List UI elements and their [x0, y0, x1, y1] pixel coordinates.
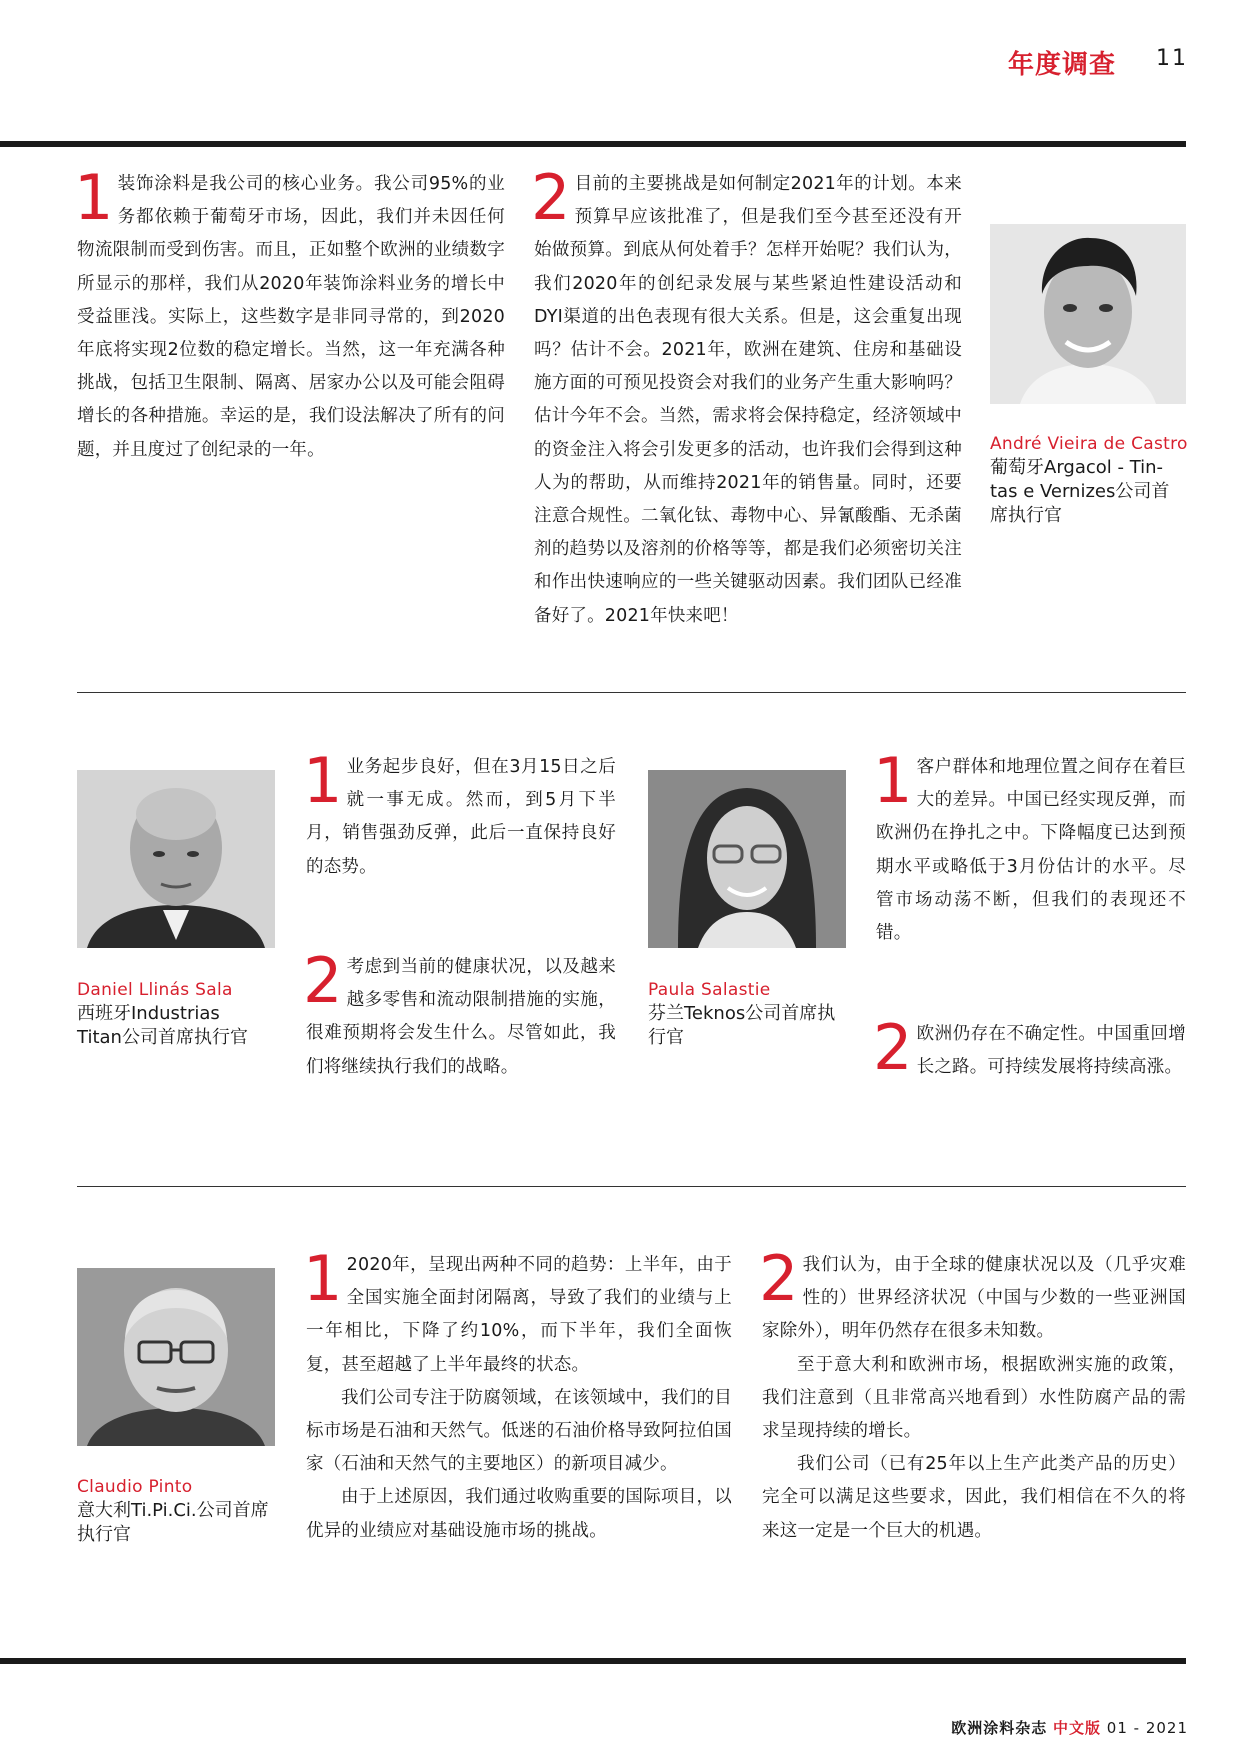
footer-magazine: 欧洲涂料杂志: [951, 1719, 1048, 1737]
portrait-photo: [77, 1268, 275, 1446]
answer-paragraph: 至于意大利和欧洲市场，根据欧洲实施的政策，我们注意到（且非常高兴地看到）水性防腐产品的需求呈现持续的增长。: [762, 1354, 1186, 1442]
answer-number: 2: [759, 1242, 799, 1315]
answer-number: 1: [303, 744, 343, 817]
person-name: André Vieira de Castro: [990, 434, 1188, 454]
page-number: 11: [1156, 46, 1188, 71]
portrait-photo: [990, 224, 1186, 404]
header-rule: [0, 141, 1186, 147]
answer-block: [873, 1011, 1186, 1084]
answer-paragraph: [303, 944, 616, 1084]
answer-number: 2: [531, 161, 571, 234]
person-name: Claudio Pinto: [77, 1477, 193, 1497]
answer-block: [303, 1242, 732, 1548]
answer-text: 装饰涂料是我公司的核心业务。我公司95%的业务都依赖于葡萄牙市场，因此，我们并未因任何物流限制而受到伤害。而且，正如整个欧洲的业绩数字所显示的那样，我们从2020年装饰涂料业务的增长中受益匪浅。实际上，这些数字是非同寻常的，到2020年底将实现2位数的稳定增长。当然，这一年充满各种挑战，包括卫生限制、隔离、居家办公以及可能会阻碍增长的各种措施。幸运的是，我们设法解决了所有的问题，并且度过了创纪录的一年。: [77, 174, 505, 460]
person-name: Daniel Llinás Sala: [77, 980, 233, 1000]
answer-text: 客户群体和地理位置之间存在着巨大的差异。中国已经实现反弹，而欧洲仍在挣扎之中。下降幅度已达到预期水平或略低于3月份估计的水平。尽管市场动荡不断，但我们的表现还不错。: [876, 757, 1186, 944]
section-divider: [77, 692, 1186, 693]
person-title: 葡萄牙Argacol - Tin-tas e Vernizes公司首席执行官: [990, 457, 1170, 526]
answer-paragraph: [303, 1242, 732, 1382]
answer-text: 2020年，呈现出两种不同的趋势：上半年，由于全国实施全面封闭隔离，导致了我们的业绩与上一年相比，下降了约10%，而下半年，我们全面恢复，甚至超越了上半年最终的状态。: [306, 1255, 732, 1375]
answer-paragraph: [759, 1242, 1186, 1349]
answer-number: 1: [303, 1242, 343, 1315]
portrait-image: [648, 770, 846, 948]
footer: [951, 1717, 1188, 1738]
answer-paragraph: [873, 1011, 1186, 1084]
person-title: 西班牙Industrias Titan公司首席执行官: [77, 1003, 248, 1048]
answer-number: 2: [873, 1011, 913, 1084]
footer-edition: 中文版: [1052, 1719, 1101, 1737]
section-title: 年度调查: [1007, 50, 1116, 80]
answer-number: 1: [74, 161, 114, 234]
portrait-photo: [648, 770, 846, 948]
answer-block: [74, 161, 505, 467]
portrait-image: [77, 1268, 275, 1446]
answer-text: 业务起步良好，但在3月15日之后就一事无成。然而，到5月下半月，销售强劲反弹，此后一直保持良好的态势。: [306, 757, 616, 877]
answer-text: 目前的主要挑战是如何制定2021年的计划。本来预算早应该批准了，但是我们至今甚至还没有开始做预算。到底从何处着手？怎样开始呢？我们认为，我们2020年的创纪录发展与某些紧迫性建设活动和DYI渠道的出色表现有很大关系。但是，这会重复出现吗？估计不会。2021年，欧洲在建筑、住房和基础设施方面的可预见投资会对我们的业务产生重大影响吗？估计今年不会。当然，需求将会保持稳定，经济领域中的资金注入将会引发更多的活动，也许我们会得到这种人为的帮助，从而维持2021年的销售量。同时，还要注意合规性。二氧化钛、毒物中心、异氰酸酯、无杀菌剂的趋势以及溶剂的价格等等，都是我们必须密切关注和作出快速响应的一些关键驱动因素。我们团队已经准备好了。2021年快来吧！: [534, 174, 962, 626]
answer-paragraph: [873, 744, 1186, 950]
section-divider: [77, 1186, 1186, 1187]
answer-block: [873, 744, 1186, 950]
answer-paragraph: 由于上述原因，我们通过收购重要的国际项目，以优异的业绩应对基础设施市场的挑战。: [306, 1487, 732, 1541]
answer-paragraph: [303, 744, 616, 884]
answer-block: [303, 744, 616, 884]
answer-number: 1: [873, 744, 913, 817]
answer-block: [303, 944, 616, 1084]
portrait-image: [77, 770, 275, 948]
portrait-image: [990, 224, 1186, 404]
footer-issue: 01 - 2021: [1106, 1719, 1188, 1737]
answer-paragraph: 我们公司专注于防腐领域，在该领域中，我们的目标市场是石油和天然气。低迷的石油价格导致阿拉伯国家（石油和天然气的主要地区）的新项目减少。: [306, 1387, 732, 1475]
answer-text: 考虑到当前的健康状况，以及越来越多零售和流动限制措施的实施，很难预期将会发生什么。尽管如此，我们将继续执行我们的战略。: [306, 957, 616, 1077]
answer-text: 我们认为，由于全球的健康状况以及（几乎灾难性的）世界经济状况（中国与少数的一些亚洲国家除外），明年仍然存在很多未知数。: [762, 1255, 1186, 1342]
answer-paragraph: 我们公司（已有25年以上生产此类产品的历史）完全可以满足这些要求，因此，我们相信在不久的将来这一定是一个巨大的机遇。: [762, 1454, 1186, 1541]
answer-paragraph: [531, 161, 962, 633]
person-title: 芬兰Teknos公司首席执行官: [648, 1003, 836, 1048]
answer-paragraph: [74, 161, 505, 467]
person-title: 意大利Ti.Pi.Ci.公司首席执行官: [77, 1500, 269, 1545]
answer-number: 2: [303, 944, 343, 1017]
portrait-photo: [77, 770, 275, 948]
answer-text: 欧洲仍存在不确定性。中国重回增长之路。可持续发展将持续高涨。: [916, 1024, 1186, 1078]
answer-block: [531, 161, 962, 633]
person-name: Paula Salastie: [648, 980, 771, 1000]
footer-rule: [0, 1658, 1186, 1664]
answer-block: [759, 1242, 1186, 1548]
